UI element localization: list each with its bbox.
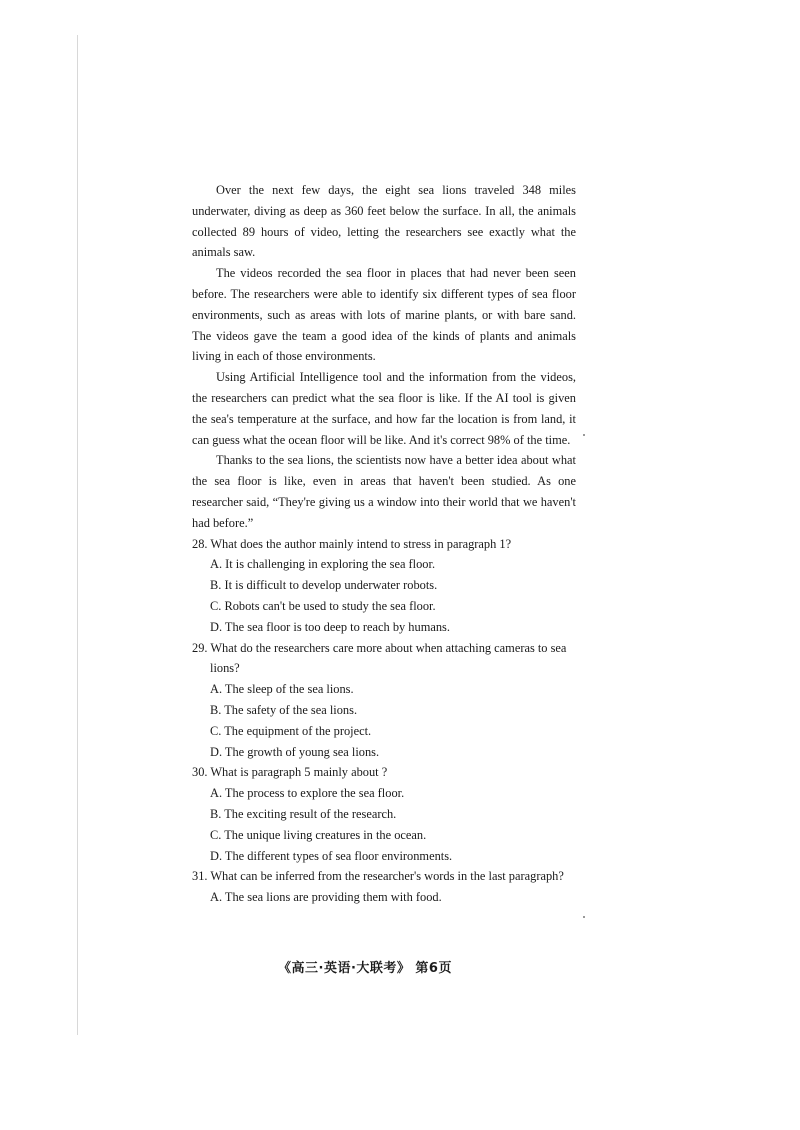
question-stem: 31. What can be inferred from the researcher's words in the last paragraph? <box>192 869 564 884</box>
question-30 <box>192 762 576 866</box>
scan-speck <box>583 434 585 436</box>
exam-page-content <box>192 180 576 908</box>
passage-paragraph: Over the next few days, the eight sea lions traveled 348 miles underwater, diving as deep as 360 feet below the surface. In all, the animals collected 89 hours of video, letting the researchers see exactly what the animals saw. <box>192 183 576 260</box>
answer-option: A. It is challenging in exploring the sea floor. <box>210 557 436 572</box>
answer-option: D. The growth of young sea lions. <box>210 744 380 759</box>
passage-paragraph: Thanks to the sea lions, the scientists now have a better idea about what the sea floor is like, even in areas that haven't been studied. As one researcher said, “They're giving us a window into their world that we haven't had before.” <box>192 453 576 530</box>
answer-option: D. The different types of sea floor environments. <box>210 848 453 863</box>
passage-paragraph: The videos recorded the sea floor in places that had never been seen before. The researchers were able to identify six different types of sea floor environments, such as areas with lots of marine plants, or with bare sand. The videos gave the team a good idea of the kinds of plants and animals living in each of those environments. <box>192 266 576 364</box>
page-edge-line <box>77 35 78 1035</box>
answer-option: C. The unique living creatures in the ocean. <box>210 827 427 842</box>
answer-option: C. Robots can't be used to study the sea floor. <box>210 598 436 613</box>
question-stem: 29. What do the researchers care more about when attaching cameras to sea lions? <box>192 640 567 676</box>
answer-option: A. The process to explore the sea floor. <box>210 786 405 801</box>
question-stem: 28. What does the author mainly intend to stress in paragraph 1? <box>192 536 512 551</box>
answer-option: A. The sea lions are providing them with food. <box>210 890 442 905</box>
answer-option: C. The equipment of the project. <box>210 723 372 738</box>
passage-paragraph: Using Artificial Intelligence tool and the information from the videos, the researchers can predict what the sea floor is like. If the AI tool is given the sea's temperature at the surface, and how far the location is from land, it can guess what the ocean floor will be like. And it's correct 98% of the time. <box>192 370 576 447</box>
answer-option: D. The sea floor is too deep to reach by humans. <box>210 619 450 634</box>
question-28 <box>192 534 576 638</box>
answer-option: B. It is difficult to develop underwater robots. <box>210 578 438 593</box>
question-31 <box>192 866 576 908</box>
footer-text: 《高三·英语·大联考》 第6页 <box>278 961 452 976</box>
question-29 <box>192 638 576 763</box>
scan-speck <box>583 916 585 918</box>
question-stem: 30. What is paragraph 5 mainly about ? <box>192 765 388 780</box>
page-footer <box>0 957 800 976</box>
answer-option: B. The exciting result of the research. <box>210 806 397 821</box>
answer-option: A. The sleep of the sea lions. <box>210 682 354 697</box>
answer-option: B. The safety of the sea lions. <box>210 702 358 717</box>
